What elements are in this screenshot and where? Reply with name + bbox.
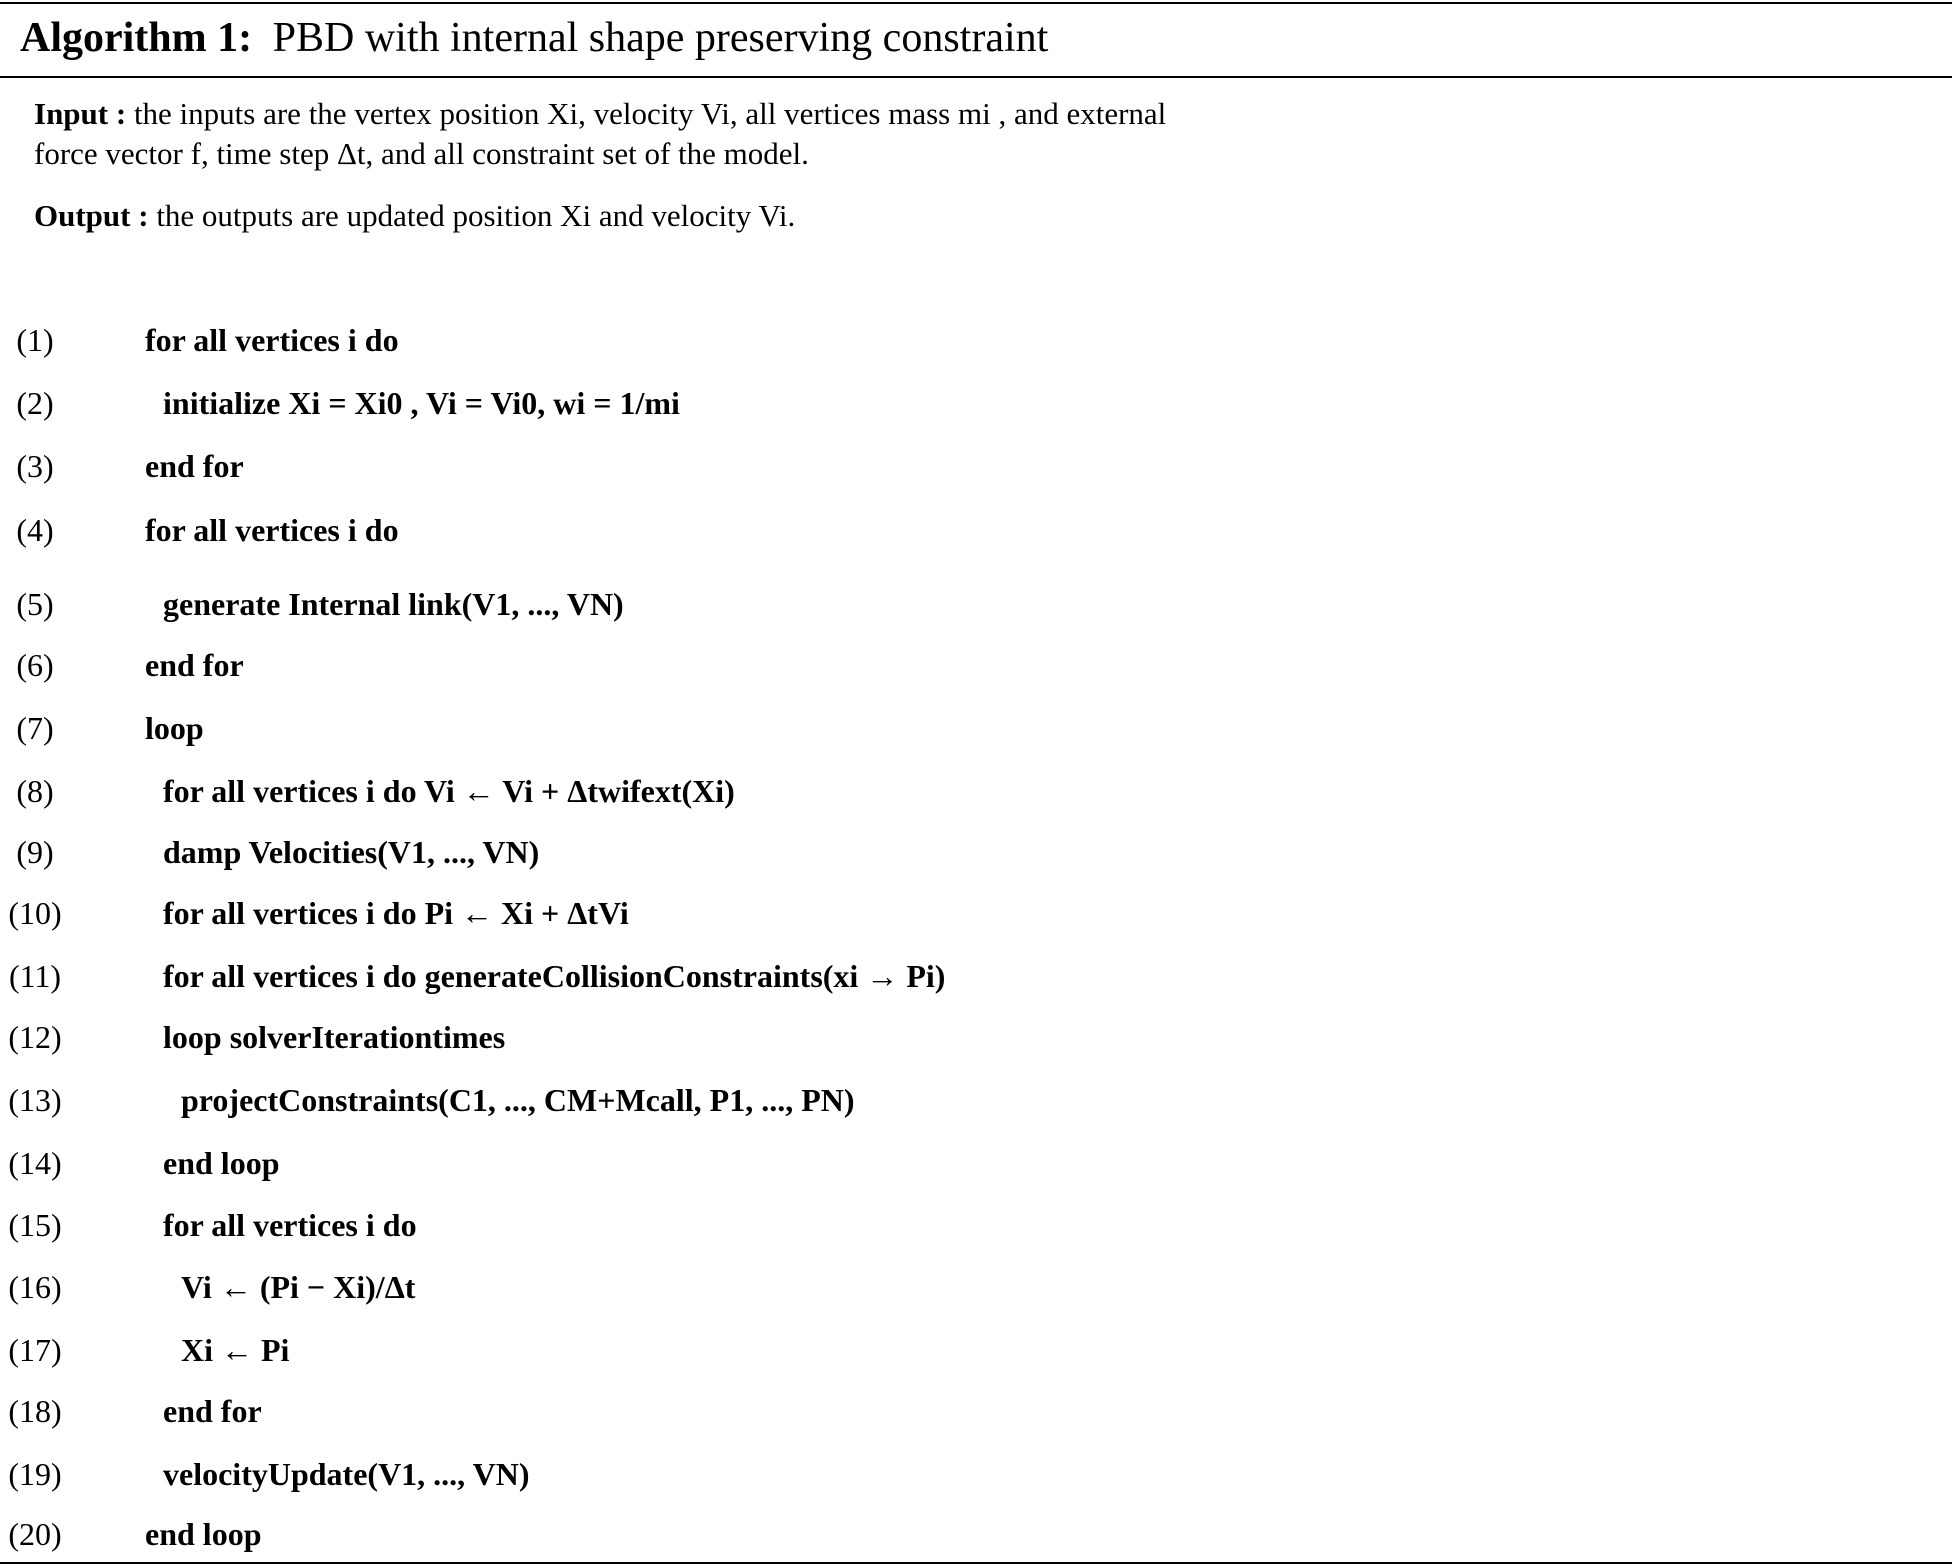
line-number: (15) [8,1207,62,1243]
line-number: (6) [16,647,54,683]
step-code: for all vertices i do generateCollisionConstraints(xi → Pi) [163,958,946,994]
input-text-2: force vector f, time step Δt, and all constraint set of the model. [34,136,809,171]
step-code: initialize Xi = Xi0 , Vi = Vi0, wi = 1/mi [163,385,680,421]
line-number: (17) [8,1332,62,1368]
input-line-2 [34,134,809,174]
step-code: for all vertices i do Vi ← Vi + Δtwifext(Xi) [163,773,735,809]
algorithm-label: Algorithm 1: [20,15,253,61]
step-code: for all vertices i do Pi ← Xi + ΔtVi [163,895,629,931]
line-number: (7) [16,710,54,746]
line-number: (14) [8,1145,62,1181]
line-number: (19) [8,1456,62,1492]
step-code: velocityUpdate(V1, ..., VN) [163,1456,530,1492]
header-rule [0,76,1952,78]
step-code: loop solverIterationtimes [163,1019,506,1055]
step-code: Vi ← (Pi − Xi)/Δt [181,1269,416,1305]
line-number: (9) [16,834,54,870]
step-code: generate Internal link(V1, ..., VN) [163,586,624,622]
top-rule [0,2,1952,4]
step-code: for all vertices i do [145,512,399,548]
step-code: end for [145,448,244,484]
line-number: (3) [16,448,54,484]
step-code: end loop [163,1145,280,1181]
line-number: (2) [16,385,54,421]
algorithm-name: PBD with internal shape preserving constraint [272,15,1049,61]
line-number: (11) [8,958,62,994]
algorithm-title [20,12,1048,64]
line-number: (10) [8,895,62,931]
step-code: projectConstraints(C1, ..., CM+Mcall, P1, ..., PN) [181,1082,855,1118]
line-number: (18) [8,1393,62,1429]
line-number: (8) [16,773,54,809]
line-number: (16) [8,1269,62,1305]
step-code: end loop [145,1516,262,1552]
line-number: (12) [8,1019,62,1055]
line-number: (5) [16,586,54,622]
line-number: (1) [16,322,54,358]
input-text-1: the inputs are the vertex position Xi, velocity Vi, all vertices mass mi , and external [133,96,1167,131]
output-text: the outputs are updated position Xi and velocity Vi. [156,198,796,233]
step-code: end for [163,1393,262,1429]
step-code: end for [145,647,244,683]
input-line-1 [34,94,1166,134]
line-number: (20) [8,1516,62,1552]
step-code: for all vertices i do [163,1207,417,1243]
bottom-rule [0,1562,1952,1564]
output-line [34,196,795,236]
input-label: Input : [34,96,127,131]
step-code: damp Velocities(V1, ..., VN) [163,834,540,870]
output-label: Output : [34,198,149,233]
step-code: Xi ← Pi [181,1332,290,1368]
line-number: (13) [8,1082,62,1118]
line-number: (4) [16,512,54,548]
step-code: loop [145,710,204,746]
step-code: for all vertices i do [145,322,399,358]
